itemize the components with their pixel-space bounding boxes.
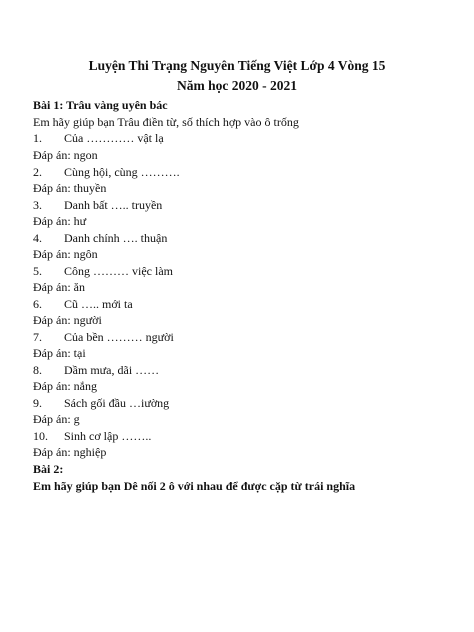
question-answer: Đáp án: nghiệp bbox=[33, 445, 107, 459]
section2-heading: Bài 2: bbox=[33, 462, 64, 476]
section2-instruction: Em hãy giúp bạn Dê nối 2 ô với nhau để được cặp từ trái nghĩa bbox=[33, 479, 356, 493]
question-text: Của bền ……… người bbox=[64, 330, 174, 344]
question-text: Cũ ….. mới ta bbox=[64, 297, 133, 311]
question-answer: Đáp án: hư bbox=[33, 214, 87, 228]
question-text: Sách gối đầu …iường bbox=[64, 396, 170, 410]
section1-heading: Bài 1: Trâu vàng uyên bác bbox=[33, 98, 168, 112]
question-answer: Đáp án: ăn bbox=[33, 280, 85, 294]
question-text: Của ………… vật lạ bbox=[64, 131, 164, 145]
question-number: 6. bbox=[33, 297, 42, 311]
question-number: 5. bbox=[33, 264, 42, 278]
section1-instruction: Em hãy giúp bạn Trâu điền từ, số thích hợp vào ô trống bbox=[33, 115, 299, 129]
document-subtitle: Năm học 2020 - 2021 bbox=[177, 78, 297, 93]
question-number: 2. bbox=[33, 165, 42, 179]
question-number: 9. bbox=[33, 396, 42, 410]
document-title: Luyện Thi Trạng Nguyên Tiếng Việt Lớp 4 Vòng 15 bbox=[88, 58, 386, 73]
question-text: Sinh cơ lập …….. bbox=[64, 429, 152, 443]
question-answer: Đáp án: tại bbox=[33, 346, 86, 360]
question-number: 4. bbox=[33, 231, 42, 245]
question-number: 1. bbox=[33, 131, 42, 145]
question-answer: Đáp án: thuyền bbox=[33, 181, 107, 195]
question-number: 8. bbox=[33, 363, 42, 377]
question-text: Cùng hội, cùng ………. bbox=[64, 165, 180, 179]
question-answer: Đáp án: ngon bbox=[33, 148, 98, 162]
question-number: 7. bbox=[33, 330, 42, 344]
question-text: Danh chính …. thuận bbox=[64, 231, 168, 245]
question-text: Công ……… việc làm bbox=[64, 264, 173, 278]
question-answer: Đáp án: g bbox=[33, 412, 80, 426]
question-answer: Đáp án: nắng bbox=[33, 379, 97, 393]
question-text: Dầm mưa, dãi …… bbox=[64, 363, 160, 377]
question-number: 10. bbox=[33, 429, 48, 443]
question-text: Danh bất ….. truyền bbox=[64, 198, 163, 212]
question-number: 3. bbox=[33, 198, 42, 212]
question-answer: Đáp án: ngôn bbox=[33, 247, 98, 261]
question-answer: Đáp án: người bbox=[33, 313, 102, 327]
